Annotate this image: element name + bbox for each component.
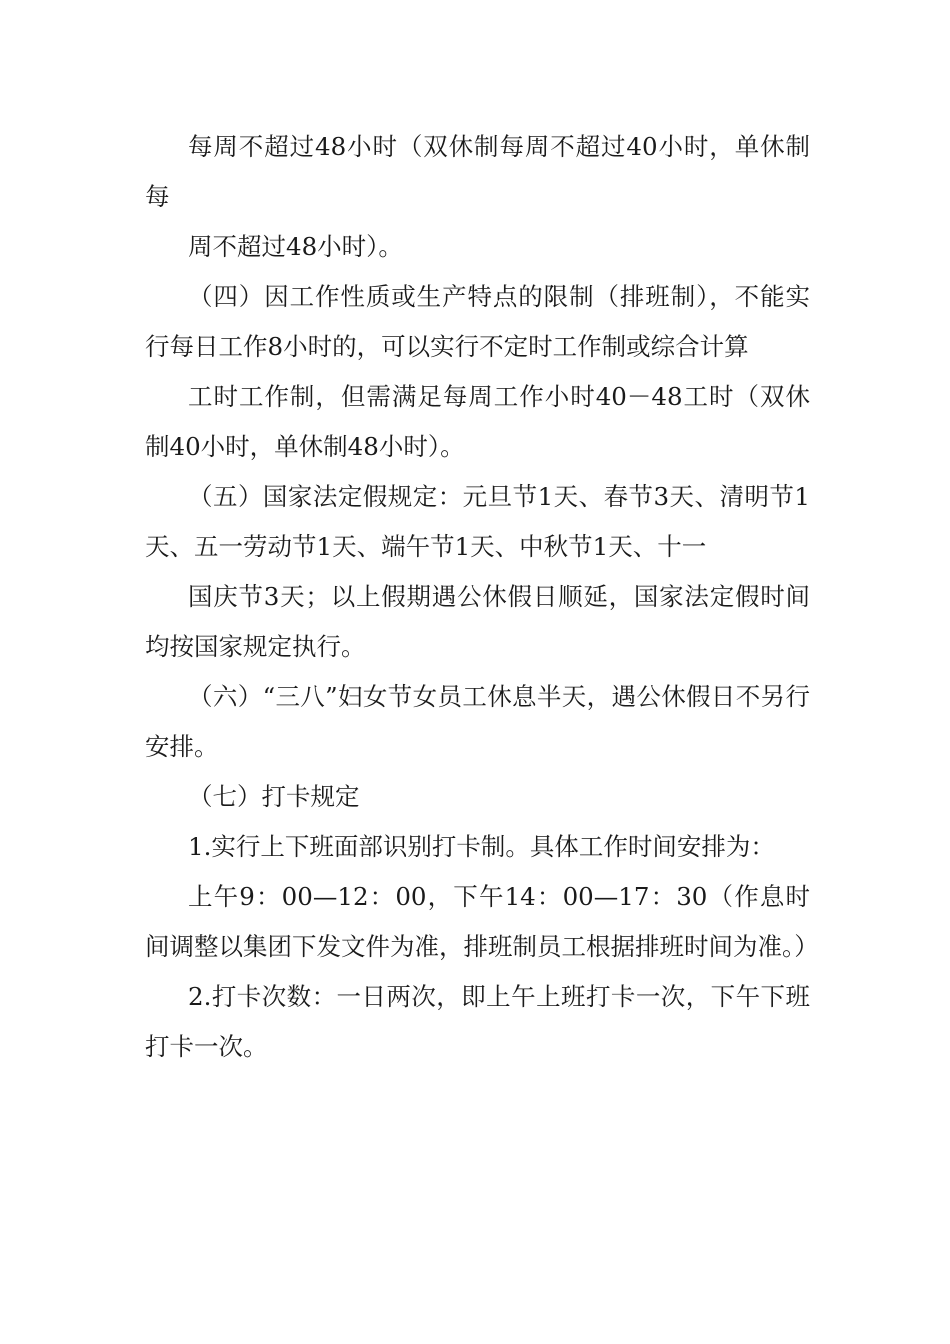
paragraph-section-4-cont: 工时工作制，但需满足每周工作小时40－48工时（双休制40小时，单休制48小时）。 — [145, 382, 810, 461]
paragraph-section-7-heading: （七）打卡规定 — [188, 782, 360, 811]
paragraph-section-4: （四）因工作性质或生产特点的限制（排班制），不能实行每日工作8小时的，可以实行不定时工作制或综合计算 — [145, 282, 810, 361]
document-body — [145, 122, 819, 1072]
paragraph-weekly-hours: 每周不超过48小时（双休制每周不超过40小时，单休制每 — [145, 132, 810, 211]
paragraph-clock-in-count: 2.打卡次数：一日两次，即上午上班打卡一次，下午下班打卡一次。 — [145, 982, 810, 1061]
paragraph-work-schedule: 上午9：00—12：00，下午14：00—17：30（作息时间调整以集团下发文件为准，排班制员工根据排班时间为准。） — [145, 882, 819, 961]
paragraph-section-6: （六）“三八”妇女节女员工休息半天，遇公休假日不另行安排。 — [145, 682, 810, 761]
paragraph-section-5-cont: 国庆节3天；以上假期遇公休假日顺延，国家法定假时间均按国家规定执行。 — [145, 582, 810, 661]
paragraph-weekly-hours-cont: 周不超过48小时）。 — [188, 232, 403, 261]
paragraph-clock-in-method: 1.实行上下班面部识别打卡制。具体工作时间安排为： — [188, 832, 775, 861]
paragraph-section-5: （五）国家法定假规定：元旦节1天、春节3天、清明节1天、五一劳动节1天、端午节1天、中秋节1天、十一 — [145, 482, 810, 561]
